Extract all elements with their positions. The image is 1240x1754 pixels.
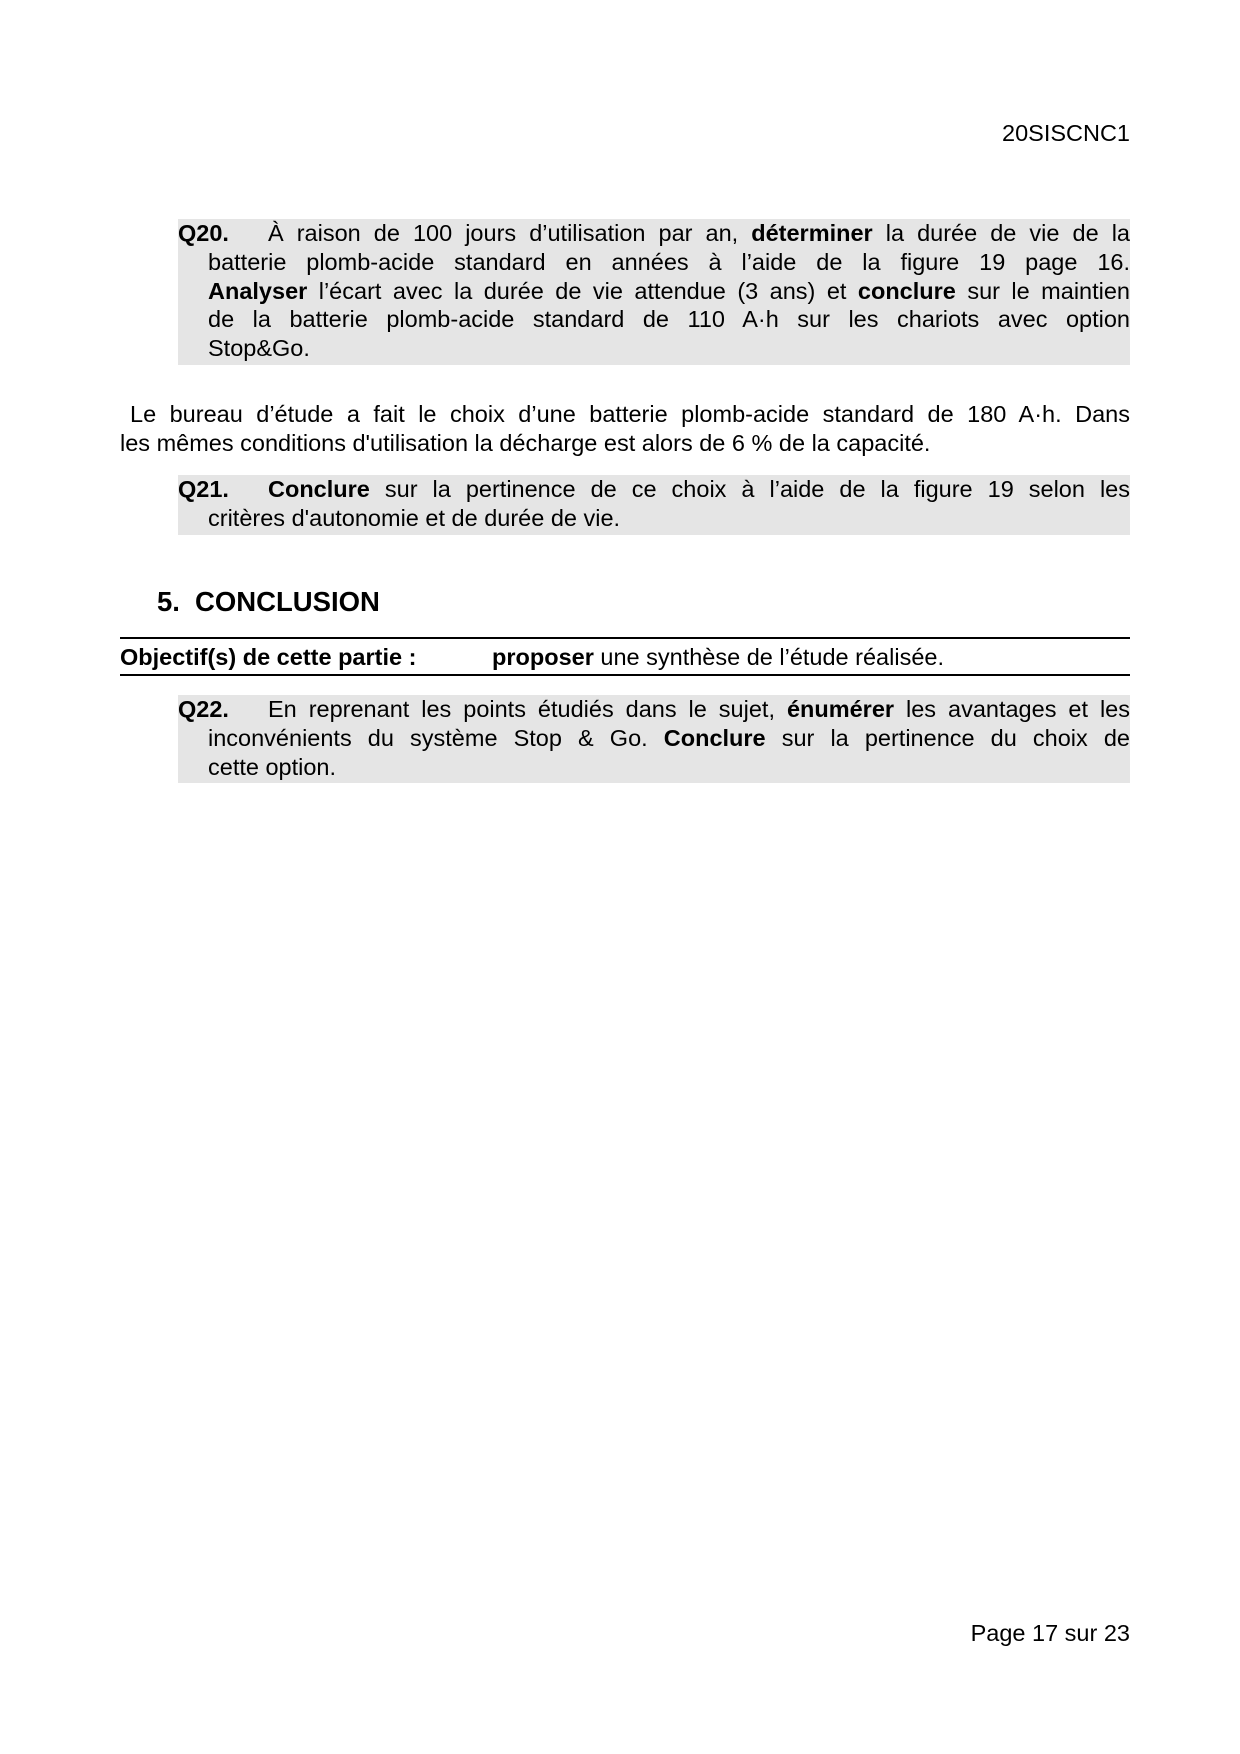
q22-line-1 [178,695,1130,724]
q20-line-1 [178,219,1130,248]
question-q20 [178,219,1130,365]
intro-line-2: les mêmes conditions d'utilisation la décharge est alors de 6 % de la capacité. [120,430,931,456]
question-label: Q21. [178,476,229,502]
q20-verb-determiner: déterminer [751,220,873,246]
q20-text: l’écart avec la durée de vie attendue (3 ans) et [307,277,858,304]
q22-verb-enumerer: énumérer [786,696,895,722]
intro-paragraph-cont [120,429,1130,458]
q20-line-5: Stop&Go. [208,335,310,362]
q20-text: sur le maintien [955,277,1130,304]
q20-verb-conclure: conclure [857,277,956,304]
section-heading [157,586,380,618]
q20-line-2: batterie plomb-acide standard en années à l’aide de la figure 19 page 16. [208,248,1130,275]
q22-text: inconvénients du système Stop & Go. [208,724,664,751]
document-code: 20SISCNC1 [1002,120,1130,146]
q21-verb-conclure: Conclure [268,476,370,502]
question-label: Q22. [178,696,229,722]
objective-bottom-rule [120,674,1130,676]
q21-line-2: critères d'autonomie et de durée de vie. [208,504,621,531]
objective-label: Objectif(s) de cette partie : [120,644,417,670]
question-q21 [178,475,1130,535]
q20-line-4: de la batterie plomb-acide standard de 110 A·h sur les chariots avec option [208,306,1130,333]
q20-text: À raison de 100 jours d’utilisation par an, [268,220,752,246]
objective-top-rule [120,637,1130,639]
q21-line-1 [178,475,1130,504]
q22-text: les avantages et les [894,696,1130,722]
objective-text: une synthèse de l’étude réalisée. [593,644,944,670]
section-number: 5. [157,586,180,617]
q22-text: En reprenant les points étudiés dans le sujet, [268,696,787,722]
objective-verb: proposer [492,644,594,670]
q22-line-2 [208,724,1130,753]
question-q22 [178,695,1130,783]
question-label: Q20. [178,220,229,246]
q22-line-3: cette option. [208,753,337,780]
q20-verb-analyser: Analyser [208,277,308,304]
q22-text: sur la pertinence du choix de [765,724,1130,751]
page-number: Page 17 sur 23 [970,1620,1130,1646]
intro-line-1: Le bureau d’étude a fait le choix d’une batterie plomb-acide standard de 180 A·h. Dans [130,401,1130,427]
q20-text: la durée de vie de la [872,220,1130,246]
section-title: CONCLUSION [195,586,380,617]
q21-text: sur la pertinence de ce choix à l’aide de la figure 19 selon les [369,476,1130,502]
q22-verb-conclure: Conclure [663,724,766,751]
objective-row [120,643,1130,671]
q20-line-3 [208,277,1130,306]
intro-paragraph [120,400,1130,429]
